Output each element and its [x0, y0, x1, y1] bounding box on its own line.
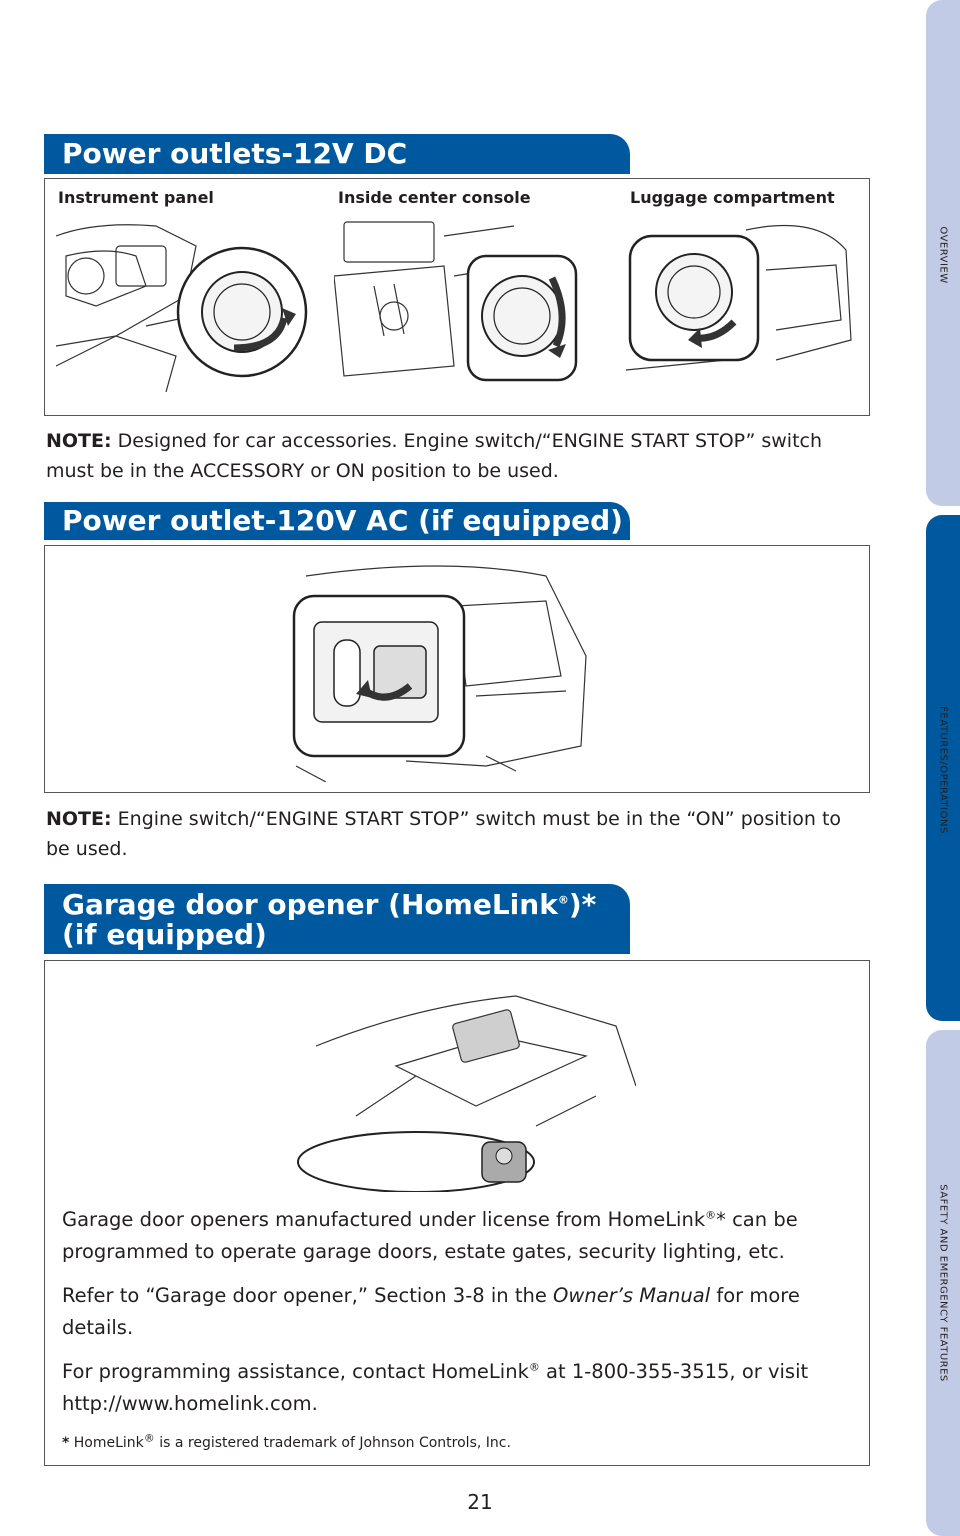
section-title-dc: Power outlets-12V DC	[44, 134, 630, 174]
garage-title-line1: Garage door opener (HomeLink	[62, 888, 558, 921]
garage-para-2-b: for more details.	[62, 1284, 800, 1339]
footnote-b: is a registered trademark of Johnson Controls, Inc.	[154, 1435, 511, 1451]
dc-note-text: Designed for car accessories. Engine switch/“ENGINE START STOP” switch must be in the ACCESSORY or ON position to be used.	[46, 430, 823, 482]
garage-para-2-a: Refer to “Garage door opener,” Section 3-8 in the	[62, 1284, 554, 1307]
ac-outlet-illustration	[286, 556, 598, 782]
garage-para-3-a: For programming assistance, contact HomeLink	[62, 1360, 529, 1383]
homelink-illustration	[296, 966, 636, 1192]
garage-title-line2: (if equipped)	[62, 918, 267, 951]
label-instrument-panel: Instrument panel	[58, 188, 214, 207]
center-console-illustration	[334, 216, 584, 388]
garage-para-3	[62, 1356, 852, 1420]
instrument-panel-illustration	[56, 216, 326, 392]
dc-note-label: NOTE:	[46, 430, 112, 452]
garage-para-1	[62, 1204, 852, 1268]
ac-note-label: NOTE:	[46, 808, 112, 830]
side-tab-features-label: FEATURES/OPERATIONS	[937, 706, 949, 834]
garage-para-1-a: Garage door openers manufactured under license from HomeLink	[62, 1208, 706, 1231]
label-luggage-compartment: Luggage compartment	[630, 188, 835, 207]
side-tab-overview-label: OVERVIEW	[937, 226, 949, 284]
garage-para-2	[62, 1280, 852, 1344]
garage-title-line1-end: )*	[568, 888, 597, 921]
section-title-ac: Power outlet-120V AC (if equipped)	[44, 502, 630, 540]
luggage-compartment-illustration	[626, 210, 858, 376]
garage-para-3-b: at 1-800-355-3515, or visit http://www.homelink.com.	[62, 1360, 809, 1415]
owners-manual-title: Owner’s Manual	[553, 1284, 711, 1307]
ac-note	[46, 804, 846, 864]
section-title-garage	[44, 884, 630, 954]
label-center-console: Inside center console	[338, 188, 531, 207]
garage-body-text	[62, 1204, 852, 1454]
footnote-a: HomeLink	[69, 1435, 144, 1451]
footnote-star: *	[62, 1435, 70, 1451]
registered-mark: ®	[557, 893, 569, 907]
page-number: 21	[467, 1490, 493, 1514]
ac-note-text: Engine switch/“ENGINE START STOP” switch must be in the “ON” position to be used.	[46, 808, 842, 860]
dc-note	[46, 426, 846, 486]
garage-footnote	[62, 1432, 852, 1454]
registered-mark: ®	[528, 1360, 540, 1374]
garage-para-1-b: * can be programmed to operate garage doors, estate gates, security lighting, etc.	[62, 1208, 798, 1263]
registered-mark: ®	[705, 1208, 717, 1222]
registered-mark: ®	[143, 1431, 155, 1445]
side-tab-safety-label: SAFETY AND EMERGENCY FEATURES	[937, 1184, 949, 1382]
